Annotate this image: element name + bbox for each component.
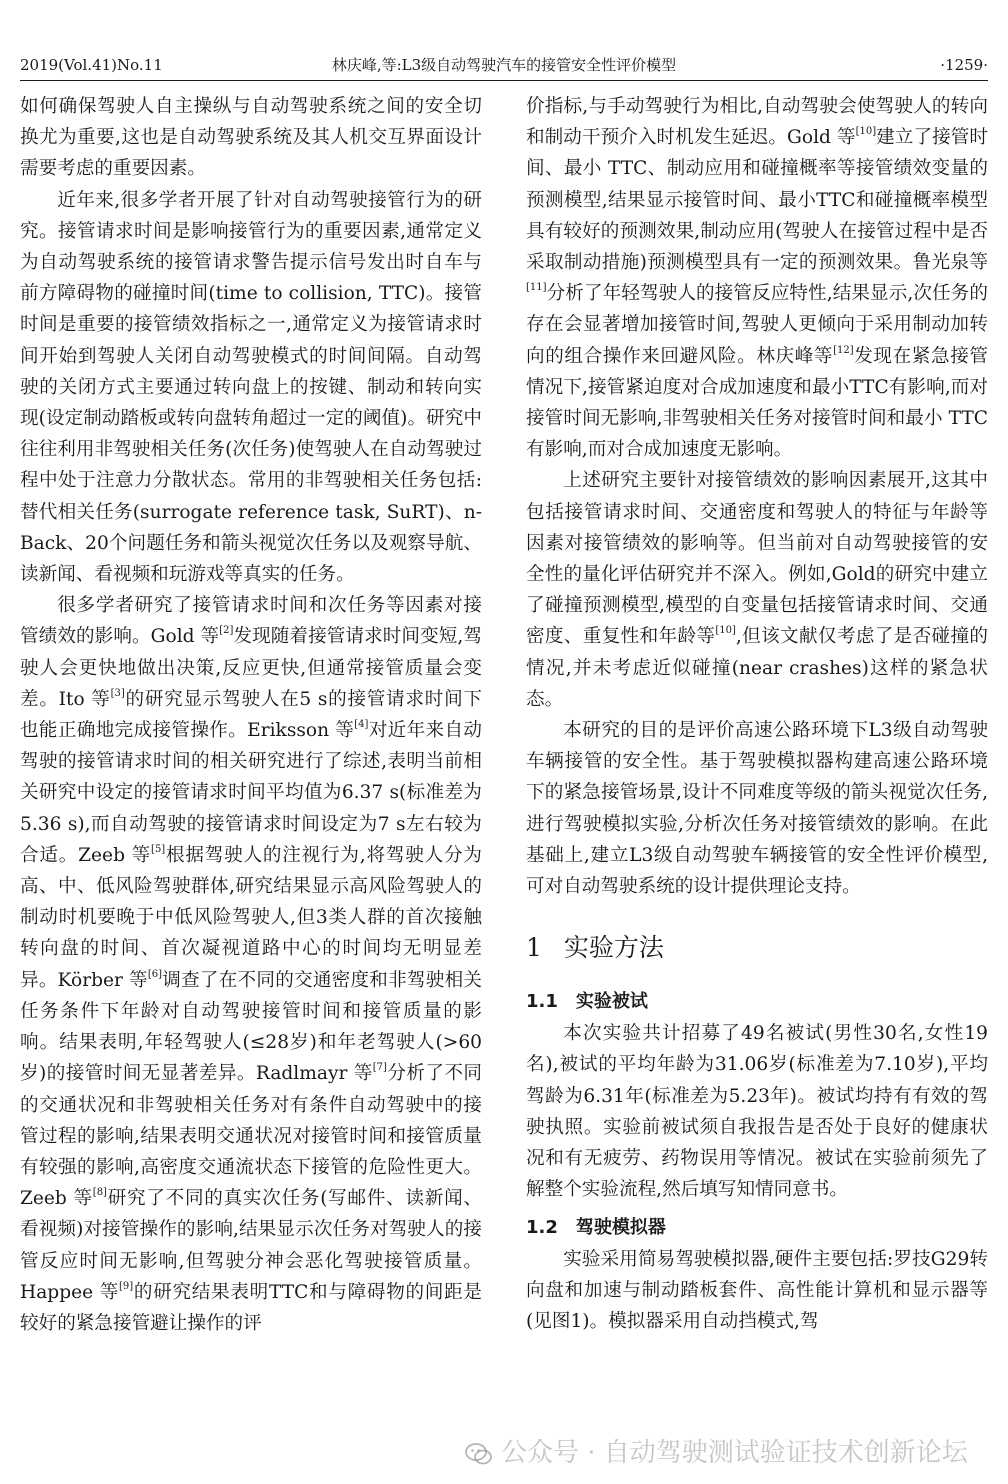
subsection-heading: 1.2 驾驶模拟器 [526, 1216, 666, 1238]
citation: [3] [110, 687, 125, 699]
paragraph: 本研究的目的是评价高速公路环境下L3级自动驾驶车辆接管的安全性。基于驾驶模拟器构建高速公路环境下的紧急接管场景,设计不同难度等级的箭头视觉次任务,进行驾驶模拟实验,分析次任务对接管绩效的影响。在此基础上,建立L3级自动驾驶车辆接管的安全性评价模型,可对自动驾驶系统的设计提供理论支持。 [526, 720, 988, 898]
citation: [4] [354, 719, 369, 731]
paragraph: 如何确保驾驶人自主操纵与自动驾驶系统之间的安全切换尤为重要,这也是自动驾驶系统及其人机交互界面设计需要考虑的重要因素。 [20, 96, 482, 180]
citation: [5] [151, 843, 166, 855]
citation: [9] [119, 1280, 134, 1292]
right-column [526, 91, 988, 1337]
page-number: ·1259· [940, 56, 988, 74]
wechat-icon [465, 1442, 493, 1466]
left-column [20, 91, 482, 1339]
citation: [8] [92, 1187, 107, 1199]
paragraph: 很多学者研究了接管请求时间和次任务等因素对接管绩效的影响。Gold 等[2]发现随着接管请求时间变短,驾驶人会更快地做出决策,反应更快,但通常接管质量会变差。Ito 等[3]的研究显示驾驶人在5 s的接管请求时间下也能正确地完成接管操作。Eriksson 等[4]对近年来自动驾驶的接管请求时间的相关研究进行了综述,表明当前相关研究中设定的接管请求时间平均值为6.37 s(标准差为5.36 s),而自动驾驶的接管请求时间设定为7 s左右较为合适。Zeeb 等[5]根据驾驶人的注视行为,将驾驶人分为高、中、低风险驾驶群体,研究结果显示高风险驾驶人的制动时机要晚于中低风险驾驶人,但3类人群的首次接触转向盘的时间、首次凝视道路中心的时间均无明显差异。Körber 等[6]调查了在不同的交通密度和非驾驶相关任务条件下年龄对自动驾驶接管时间和接管质量的影响。结果表明,年轻驾驶人(≤28岁)和年老驾驶人(>60岁)的接管时间无显著差异。Radlmayr 等[7]分析了不同的交通状况和非驾驶相关任务对有条件自动驾驶中的接管过程的影响,结果表明交通状况对接管时间和接管质量有较强的影响,高密度交通流状态下接管的危险性更大。Zeeb 等[8]研究了不同的真实次任务(写邮件、读新闻、看视频)对接管操作的影响,结果显示次任务对驾驶人的接管反应时间无影响,但驾驶分神会恶化驾驶接管质量。Happee 等[9]的研究结果表明TTC和与障碍物的间距是较好的紧急接管避让操作的评 [20, 595, 482, 1334]
citation: [11] [526, 282, 547, 294]
paragraph: 价指标,与手动驾驶行为相比,自动驾驶会使驾驶人的转向和制动干预介入时机发生延迟。Gold 等[10]建立了接管时间、最小 TTC、制动应用和碰撞概率等接管绩效变量的预测模型,结果显示接管时间、最小TTC和碰撞概率模型具有较好的预测效果,制动应用(驾驶人在接管过程中是否采取制动措施)预测模型具有一定的预测效果。鲁光泉等[11]分析了年轻驾驶人的接管反应特性,结果显示,次任务的存在会显著增加接管时间,驾驶人更倾向于采用制动加转向的组合操作来回避风险。林庆峰等[12]发现在紧急接管情况下,接管紧迫度对合成加速度和最小TTC有影响,而对接管时间无影响,非驾驶相关任务对接管时间和最小 TTC 有影响,而对合成加速度无影响。 [526, 96, 988, 461]
paragraph: 实验采用简易驾驶模拟器,硬件主要包括:罗技G29转向盘和加速与制动踏板套件、高性能计算机和显示器等(见图1)。模拟器采用自动挡模式,驾 [526, 1248, 988, 1332]
citation: [6] [147, 968, 163, 980]
citation: [7] [372, 1062, 387, 1074]
section-heading: 1 实验方法 [526, 933, 664, 963]
watermark-text: 公众号 · 自动驾驶测试验证技术创新论坛 [501, 1438, 968, 1468]
paragraph: 近年来,很多学者开展了针对自动驾驶接管行为的研究。接管请求时间是影响接管行为的重要因素,通常定义为自动驾驶系统的接管请求警告提示信号发出时自车与前方障碍物的碰撞时间(time to collision, TTC)。接管时间是重要的接管绩效指标之一,通常定义为接管请求时间开始到驾驶人关闭自动驾驶模式的时间间隔。自动驾驶的关闭方式主要通过转向盘上的按键、制动和转向实现(设定制动踏板或转向盘转角超过一定的阈值)。研究中往往利用非驾驶相关任务(次任务)使驾驶人在自动驾驶过程中处于注意力分散状态。常用的非驾驶相关任务包括:替代相关任务(surrogate reference task, SuRT)、n-Back、20个问题任务和箭头视觉次任务以及观察导航、读新闻、看视频和玩游戏等真实的任务。 [20, 189, 482, 586]
header-rule [20, 80, 988, 81]
citation: [2] [219, 625, 234, 637]
paragraph: 上述研究主要针对接管绩效的影响因素展开,这其中包括接管请求时间、交通密度和驾驶人的特征与年龄等因素对接管绩效的影响等。但当前对自动驾驶接管的安全性的量化评估研究并不深入。例如,Gold的研究中建立了碰撞预测模型,模型的自变量包括接管请求时间、交通密度、重复性和年龄等[10],但该文献仅考虑了是否碰撞的情况,并未考虑近似碰撞(near crashes)这样的紧急状态。 [526, 470, 988, 710]
running-title: 林庆峰,等:L3级自动驾驶汽车的接管安全性评价模型 [331, 56, 677, 74]
citation: [10] [855, 126, 877, 138]
citation: [10] [715, 625, 736, 637]
subsection-heading: 1.1 实验被试 [526, 991, 648, 1013]
running-header [20, 52, 988, 78]
journal-issue: 2019(Vol.41)No.11 [20, 56, 163, 74]
watermark [465, 1431, 995, 1475]
paragraph: 本次实验共计招募了49名被试(男性30名,女性19名),被试的平均年龄为31.06岁(标准差为7.10岁),平均驾龄为6.31年(标准差为5.23年)。被试均持有有效的驾驶执照。实验前被试须自我报告是否处于良好的健康状况和有无疲劳、药物误用等情况。被试在实验前须先了解整个实验流程,然后填写知情同意书。 [526, 1023, 988, 1201]
citation: [12] [833, 344, 854, 356]
